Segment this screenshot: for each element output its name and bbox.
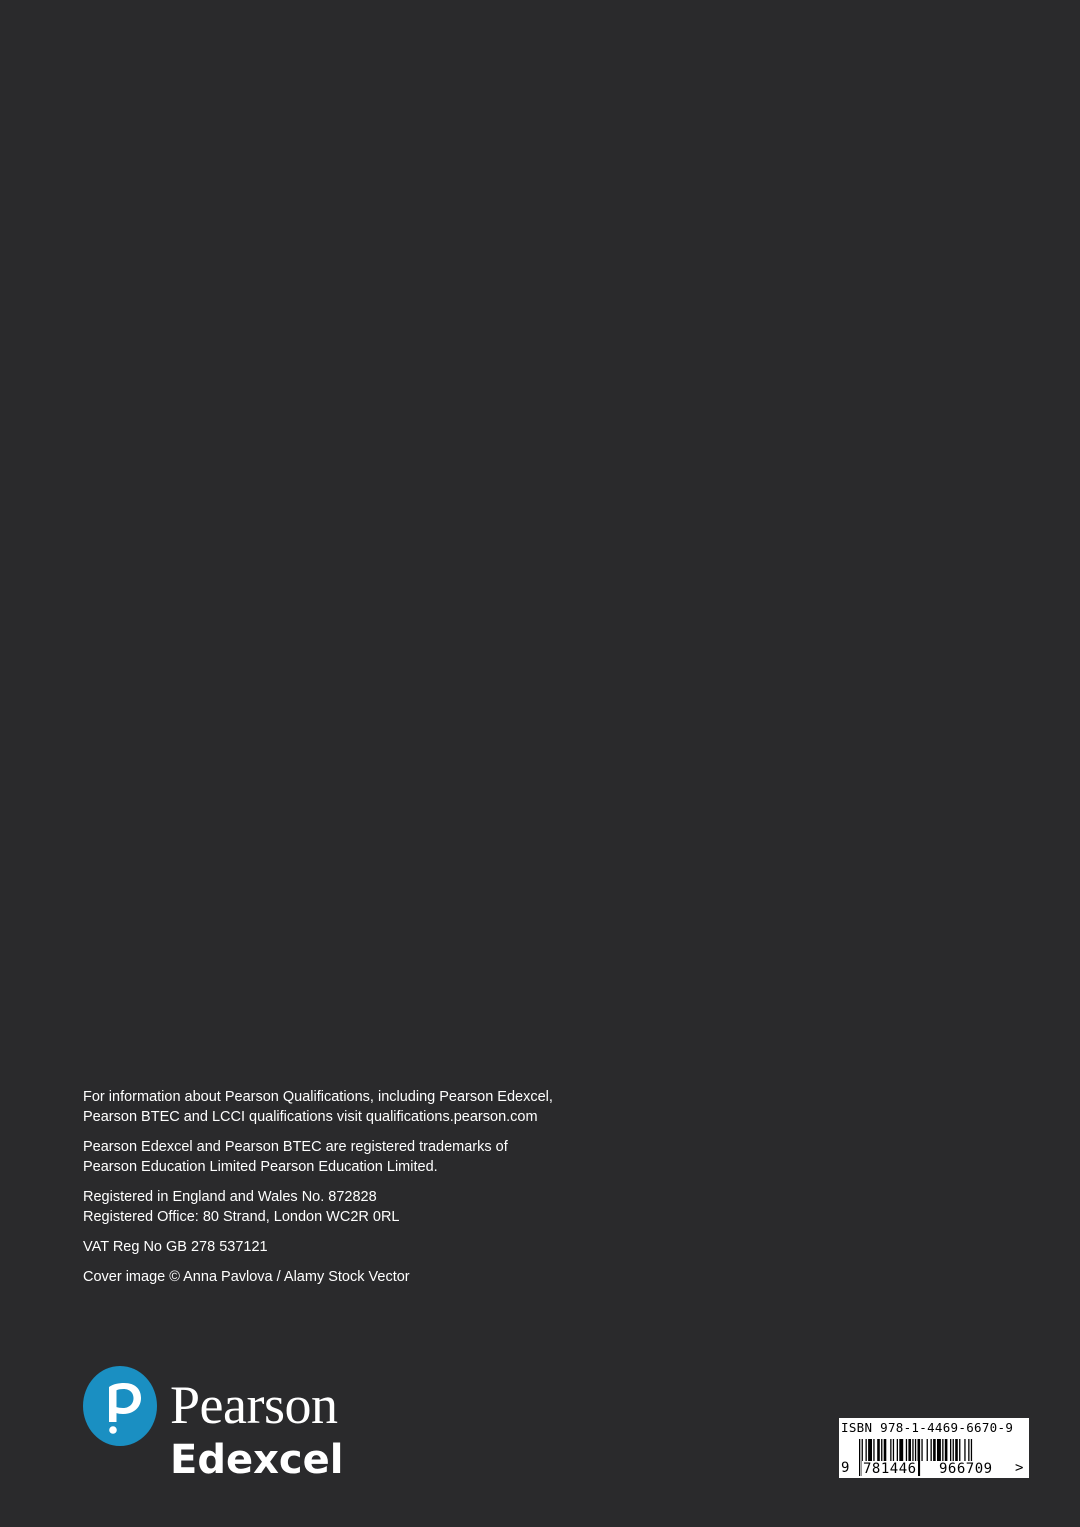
barcode-bar xyxy=(918,1439,921,1476)
barcode-bar xyxy=(873,1439,874,1461)
info-line: Registered in England and Wales No. 872828 xyxy=(83,1189,377,1205)
info-line: Cover image © Anna Pavlova / Alamy Stock Vector xyxy=(83,1269,410,1285)
pearson-edexcel-logo xyxy=(82,1365,382,1490)
info-paragraph-cover-credit xyxy=(83,1267,683,1287)
isbn-barcode xyxy=(839,1418,1029,1478)
publisher-info xyxy=(83,1087,683,1297)
barcode-bar xyxy=(868,1439,872,1461)
barcode-bar xyxy=(912,1439,913,1461)
info-line: For information about Pearson Qualifications, including Pearson Edexcel, xyxy=(83,1089,553,1105)
barcode-bar xyxy=(942,1439,943,1461)
barcode-bar xyxy=(866,1439,867,1461)
info-line: Pearson BTEC and LCCI qualifications visit qualifications.pearson.com xyxy=(83,1109,538,1125)
barcode-bar xyxy=(959,1439,960,1461)
brand-subname: Edexcel xyxy=(170,1437,344,1483)
barcode-bar xyxy=(937,1439,941,1461)
barcode-bar xyxy=(908,1439,911,1461)
info-line: VAT Reg No GB 278 537121 xyxy=(83,1239,268,1255)
barcode-bar xyxy=(953,1439,954,1461)
barcode-digits-right: 966709 xyxy=(939,1461,993,1477)
barcode-end-mark: > xyxy=(1015,1460,1024,1476)
barcode-bar xyxy=(950,1439,951,1461)
barcode-bar xyxy=(921,1439,922,1461)
barcode-lead-digit: 9 xyxy=(841,1460,850,1476)
barcode-bar xyxy=(927,1439,928,1461)
barcode-bar xyxy=(955,1439,958,1461)
brand-name: Pearson xyxy=(170,1375,338,1435)
info-paragraph-trademarks xyxy=(83,1137,683,1177)
info-line: Pearson Edexcel and Pearson BTEC are registered trademarks of xyxy=(83,1139,508,1155)
barcode-bar xyxy=(884,1439,887,1461)
isbn-number: ISBN 978-1-4469-6670-9 xyxy=(841,1420,1014,1435)
barcode-bar xyxy=(945,1439,948,1461)
barcode-bar xyxy=(933,1439,936,1461)
barcode-bar xyxy=(893,1439,894,1461)
barcode-bar xyxy=(906,1439,907,1461)
barcode-bar xyxy=(877,1439,880,1461)
barcode-bar xyxy=(897,1439,898,1461)
barcode-bar xyxy=(899,1439,903,1461)
barcode-bar xyxy=(890,1439,891,1461)
info-line: Pearson Education Limited Pearson Education Limited. xyxy=(83,1159,438,1175)
barcode-bar xyxy=(931,1439,932,1461)
barcode-digits-left: 781446 xyxy=(863,1461,917,1477)
info-paragraph-qualifications xyxy=(83,1087,683,1127)
pearson-p-logo-icon xyxy=(82,1365,158,1447)
barcode-bar xyxy=(968,1439,969,1461)
info-paragraph-vat xyxy=(83,1237,683,1257)
barcode-bar xyxy=(881,1439,882,1461)
barcode-bar xyxy=(964,1439,965,1461)
barcode-bar xyxy=(859,1439,860,1476)
info-paragraph-registration xyxy=(83,1187,683,1227)
info-line: Registered Office: 80 Strand, London WC2R 0RL xyxy=(83,1209,400,1225)
